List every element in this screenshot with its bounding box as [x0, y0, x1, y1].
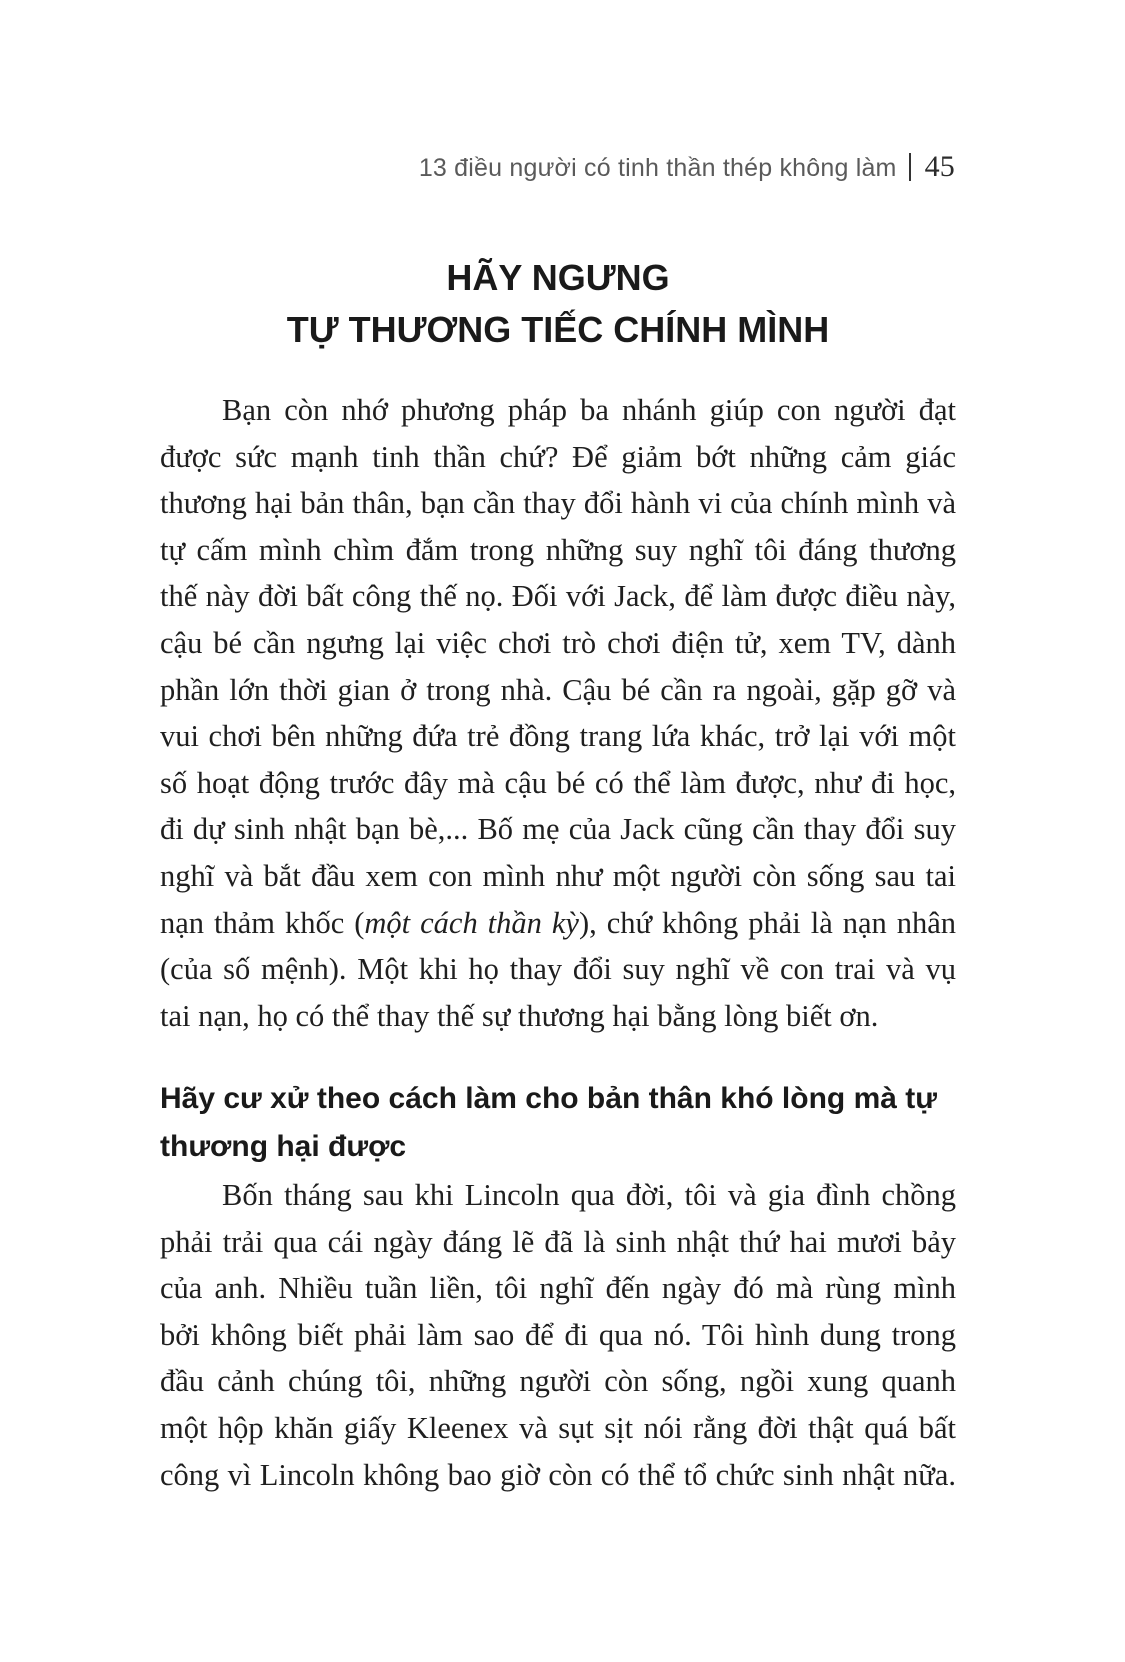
chapter-title-line-1: HÃY NGƯNG: [446, 257, 670, 298]
paragraph-line: một hộp khăn giấy Kleenex và sụt sịt nói rằng đời thật quá bất: [160, 1410, 956, 1445]
paragraph-line: thương hại bản thân, bạn cần thay đổi hành vi của chính mình và: [160, 486, 956, 521]
paragraph-line: vui chơi bên những đứa trẻ đồng trang lứa khác, trở lại với một: [160, 719, 956, 754]
chapter-title: [160, 252, 956, 356]
paragraph-line: thế này đời bất công thế nọ. Đối với Jack, để làm được điều này,: [160, 579, 956, 614]
line-text: ), chứ không phải là nạn nhân: [578, 905, 957, 940]
paragraph-line: của anh. Nhiều tuần liền, tôi nghĩ đến ngày đó mà rùng mình: [160, 1271, 956, 1306]
paragraph-line: đầu cảnh chúng tôi, những người còn sống, ngồi xung quanh: [160, 1364, 956, 1399]
paragraph-line: công vì Lincoln không bao giờ còn có thể tổ chức sinh nhật nữa.: [160, 1457, 956, 1492]
italic-phrase: một cách thần kỳ: [364, 905, 579, 940]
line-text: nạn thảm khốc (: [160, 905, 365, 940]
section-heading-line-1: Hãy cư xử theo cách làm cho bản thân khó lòng mà tự: [160, 1082, 937, 1115]
paragraph-line: phần lớn thời gian ở trong nhà. Cậu bé cần ra ngoài, gặp gỡ và: [160, 672, 956, 707]
paragraph-line-with-italic: [160, 900, 956, 947]
book-title: 13 điều người có tinh thần thép không làm: [418, 154, 897, 182]
paragraph-line: tự cấm mình chìm đắm trong những suy nghĩ tôi đáng thương: [160, 532, 956, 567]
paragraph-line: Bốn tháng sau khi Lincoln qua đời, tôi và gia đình chồng: [222, 1178, 956, 1212]
paragraph-line: nghĩ và bắt đầu xem con mình như một người còn sống sau tai: [160, 858, 956, 893]
section-heading: [160, 1075, 956, 1171]
paragraph-line: bởi không biết phải làm sao để đi qua nó. Tôi hình dung trong: [160, 1317, 956, 1352]
paragraph-line: Bạn còn nhớ phương pháp ba nhánh giúp con người đạt: [222, 393, 956, 427]
paragraph-line: được sức mạnh tinh thần chứ? Để giảm bớt những cảm giác: [160, 439, 956, 474]
paragraph-line: số hoạt động trước đây mà cậu bé có thể làm được, như đi học,: [160, 765, 956, 800]
paragraph-line: phải trải qua cái ngày đáng lẽ đã là sinh nhật thứ hai mươi bảy: [160, 1224, 956, 1259]
running-header: [419, 150, 955, 184]
paragraph-line: (của số mệnh). Một khi họ thay đổi suy nghĩ về con trai và vụ: [160, 952, 956, 987]
section-heading-line-2: thương hại được: [160, 1130, 407, 1163]
paragraph-line: đi dự sinh nhật bạn bè,... Bố mẹ của Jack cũng cần thay đổi suy: [160, 812, 956, 847]
chapter-title-line-2: TỰ THƯƠNG TIẾC CHÍNH MÌNH: [286, 309, 830, 350]
header-divider: [909, 153, 911, 181]
body-paragraph-2: [160, 1172, 956, 1498]
paragraph-line: cậu bé cần ngưng lại việc chơi trò chơi điện tử, xem TV, dành: [160, 625, 956, 660]
page-number: 45: [924, 150, 955, 183]
body-paragraph-1: [160, 387, 956, 1039]
paragraph-line: tai nạn, họ có thể thay thế sự thương hại bằng lòng biết ơn.: [160, 998, 879, 1033]
